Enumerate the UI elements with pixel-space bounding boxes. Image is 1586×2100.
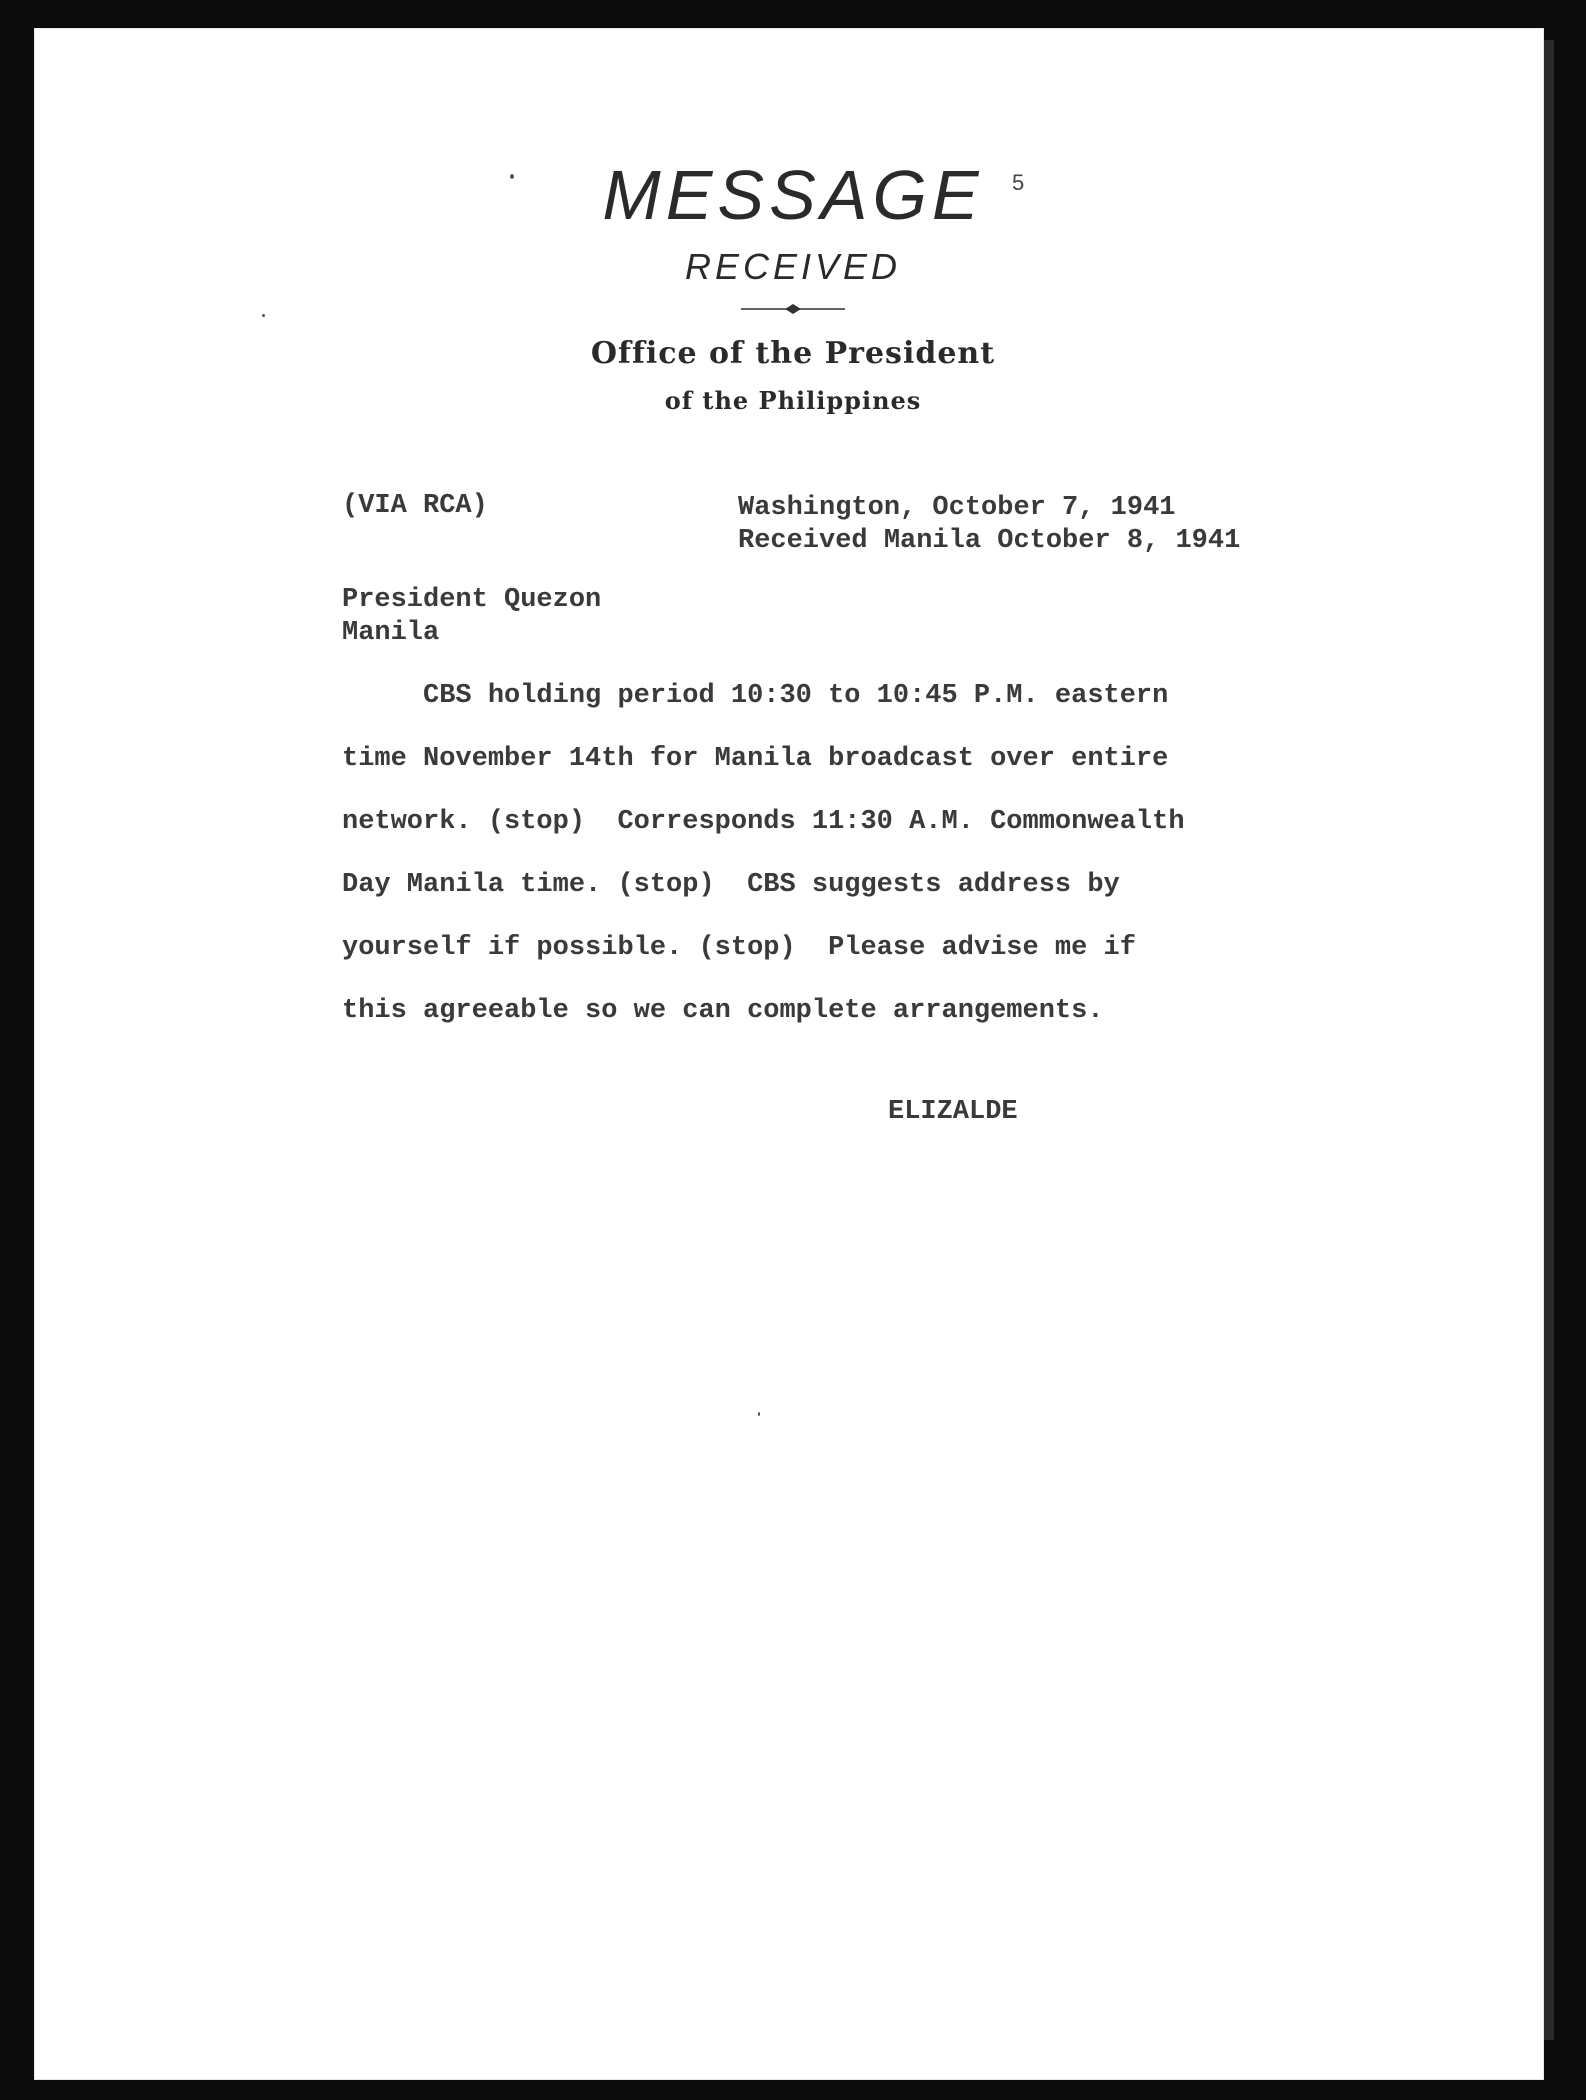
letterhead-subtitle: RECEIVED: [684, 246, 902, 287]
body-line: Day Manila time. (stop) CBS suggests address by: [342, 870, 1120, 900]
scan-speck: [758, 1412, 760, 1416]
office-name: Office of the President: [590, 336, 996, 371]
body-line: time November 14th for Manila broadcast over entire: [342, 744, 1169, 774]
signature: ELIZALDE: [888, 1097, 1018, 1127]
routing-via: (VIA RCA): [342, 491, 488, 521]
body-line: this agreeable so we can complete arrangements.: [342, 996, 1104, 1026]
scan-speck: [510, 174, 514, 179]
letterhead-title: MESSAGE: [602, 156, 984, 234]
scan-speck: [262, 314, 265, 317]
ornament-divider-icon: [741, 303, 845, 315]
sent-date: Washington, October 7, 1941: [738, 493, 1176, 523]
body-line: network. (stop) Corresponds 11:30 A.M. Commonwealth: [342, 807, 1185, 837]
corner-handwritten-mark: 5: [1012, 170, 1025, 195]
body-line: CBS holding period 10:30 to 10:45 P.M. eastern: [342, 681, 1169, 711]
addressee-name: President Quezon: [342, 585, 602, 615]
office-country: of the Philippines: [664, 386, 922, 415]
received-date: Received Manila October 8, 1941: [738, 526, 1241, 556]
addressee-place: Manila: [342, 618, 440, 648]
body-line: yourself if possible. (stop) Please advise me if: [342, 933, 1136, 963]
